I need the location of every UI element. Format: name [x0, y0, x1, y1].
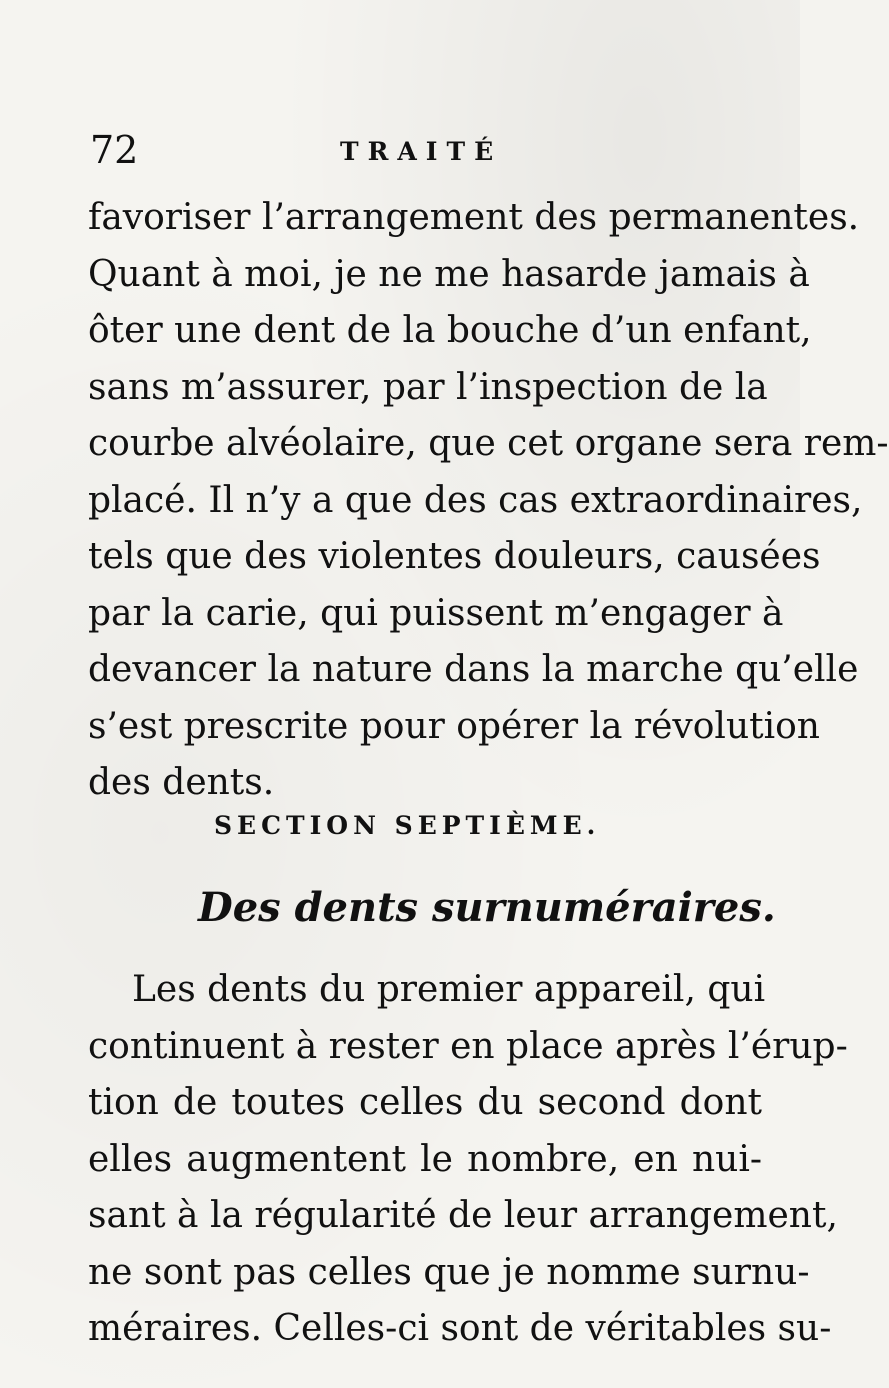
text-line: sant à la régularité de leur arrangement,: [88, 1195, 838, 1236]
text-line: Les dents du premier appareil, qui: [132, 969, 766, 1010]
text-line: ôter une dent de la bouche d’un enfant,: [88, 310, 812, 351]
text-line: par la carie, qui puissent m’engager à: [88, 592, 784, 634]
section-heading: SECTION SEPTIÈME.: [214, 811, 601, 840]
text-line: elles augmentent le nombre, en nui-: [88, 1138, 762, 1180]
text-line: des dents.: [88, 762, 275, 803]
text-line: favoriser l’arrangement des permanentes.: [88, 197, 860, 238]
text-line: tels que des violentes douleurs, causées: [88, 536, 821, 577]
body-paragraph-2: [88, 962, 848, 1358]
text-line: tion de toutes celles du second dont: [88, 1082, 762, 1123]
text-line: courbe alvéolaire, que cet organe sera rem-: [88, 423, 889, 464]
text-line: méraires. Celles-ci sont de véritables su-: [88, 1308, 832, 1349]
text-line: s’est prescrite pour opérer la révolution: [88, 705, 820, 747]
section-subtitle: Des dents surnuméraires.: [198, 884, 776, 931]
running-head: TRAITÉ: [340, 137, 503, 166]
text-line: devancer la nature dans la marche qu’elle: [88, 649, 859, 690]
body-paragraph-1: [88, 190, 889, 812]
text-line: placé. Il n’y a que des cas extraordinaires,: [88, 479, 863, 521]
text-line: ne sont pas celles que je nomme surnu-: [88, 1251, 810, 1293]
text-line: sans m’assurer, par l’inspection de la: [88, 366, 768, 408]
page-header: [90, 128, 770, 178]
text-line: Quant à moi, je ne me hasarde jamais à: [88, 253, 810, 295]
page-number: 72: [90, 128, 139, 172]
text-line: continuent à rester en place après l’érup-: [88, 1025, 848, 1067]
